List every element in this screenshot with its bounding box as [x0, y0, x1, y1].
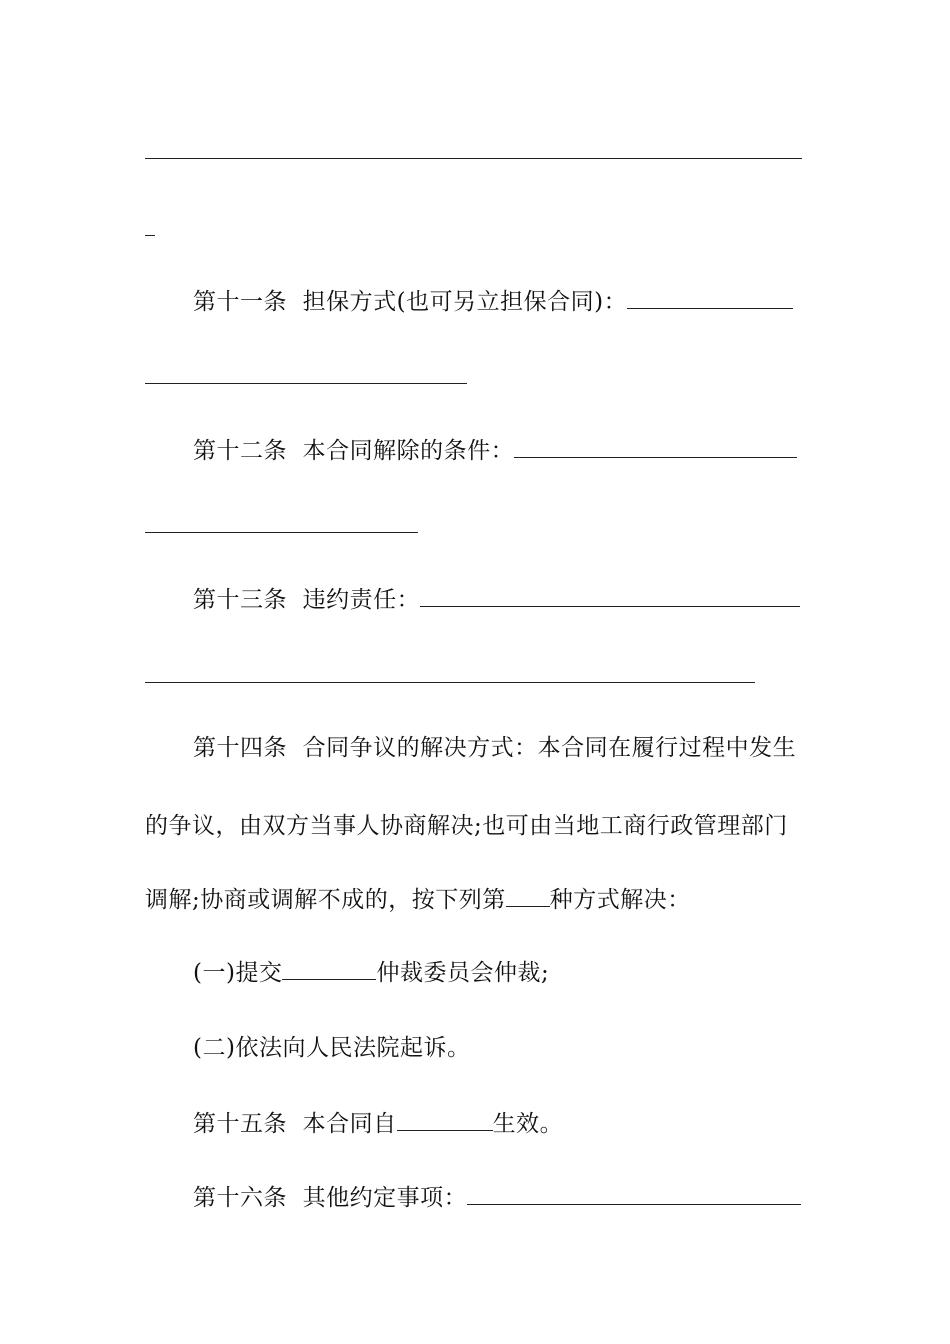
article-text: 的争议，由双方当事人协商解决;也可由当地工商行政管理部门 [145, 813, 788, 839]
article-16 [193, 1182, 801, 1213]
fill-in-blank [627, 286, 793, 309]
article-heading: 第十二条 [193, 438, 287, 464]
fill-in-blank-line [145, 682, 755, 683]
article-13 [193, 584, 800, 615]
article-text: 生效。 [492, 1111, 564, 1137]
fill-in-blank [467, 1182, 801, 1205]
article-14-option-2 [193, 1033, 470, 1063]
article-heading: 第十三条 [193, 587, 287, 613]
fill-in-blank [420, 584, 800, 607]
article-text: 担保方式(也可另立担保合同)： [302, 289, 628, 315]
article-text: 调解;协商或调解不成的，按下列第 [145, 887, 506, 913]
option-text: (二)依法向人民法院起诉。 [193, 1035, 471, 1061]
article-14-line-2 [145, 811, 788, 841]
article-12 [193, 435, 797, 466]
fill-in-blank-line [145, 158, 802, 159]
fill-in-blank-line [145, 383, 467, 384]
article-14-line-3 [145, 884, 691, 915]
fill-in-blank-line [145, 235, 155, 236]
fill-in-blank [514, 435, 797, 458]
article-heading: 第十六条 [193, 1185, 287, 1211]
option-text: (一)提交 [193, 960, 283, 986]
article-heading: 第十一条 [193, 289, 287, 315]
article-text: 违约责任： [302, 587, 421, 613]
article-heading: 第十五条 [193, 1111, 287, 1137]
article-text: 合同争议的解决方式：本合同在履行过程中发生 [302, 735, 797, 761]
article-text: 其他约定事项： [302, 1185, 468, 1211]
fill-in-blank [282, 957, 376, 980]
article-11 [193, 286, 793, 317]
article-text: 种方式解决： [549, 887, 691, 913]
fill-in-blank [506, 884, 550, 907]
article-heading: 第十四条 [193, 735, 287, 761]
fill-in-blank [397, 1108, 493, 1131]
article-text: 本合同解除的条件： [302, 438, 515, 464]
option-text: 仲裁委员会仲裁; [376, 960, 550, 986]
article-14-option-1 [193, 957, 549, 988]
article-15 [193, 1108, 563, 1139]
article-14-line-1 [193, 733, 796, 763]
fill-in-blank-line [145, 532, 418, 533]
article-text: 本合同自 [302, 1111, 397, 1137]
